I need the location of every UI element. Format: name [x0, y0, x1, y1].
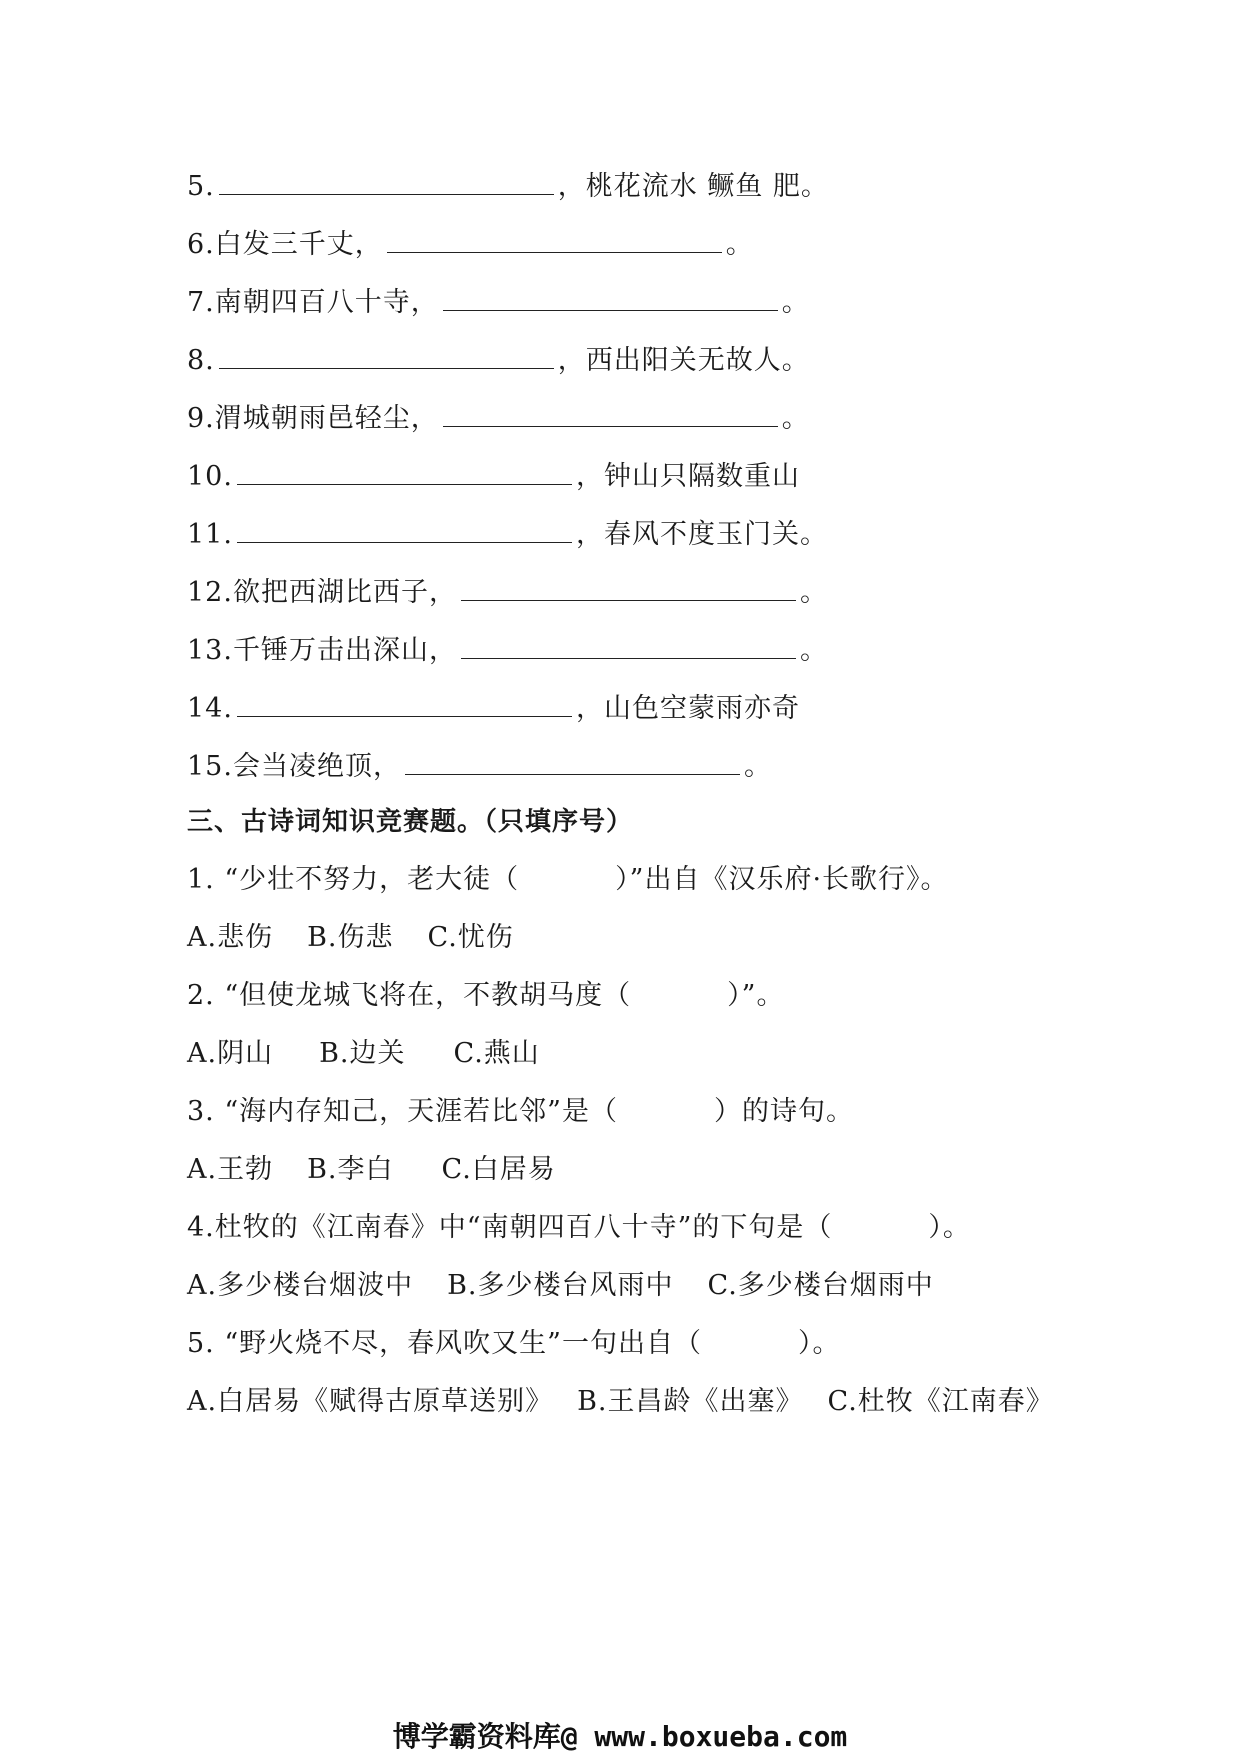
section-heading: 三、古诗词知识竞赛题。（只填序号） — [187, 807, 634, 837]
item-number: 14. — [187, 693, 233, 724]
item-after: ，山色空蒙雨亦奇 — [575, 693, 800, 724]
option-b: B.王昌龄《出塞》 — [577, 1386, 804, 1417]
answer-blank[interactable] — [461, 568, 796, 601]
option-c: C.忧伤 — [427, 922, 514, 953]
option-a: A.悲伤 — [187, 922, 274, 953]
option-a: A.多少楼台烟波中 — [187, 1270, 414, 1301]
question-text: 2. “但使龙城飞将在，不教胡马度（ — [187, 980, 632, 1011]
answer-blank[interactable] — [237, 510, 572, 543]
option-b: B.多少楼台风雨中 — [447, 1270, 674, 1301]
answer-blank[interactable] — [443, 394, 778, 427]
fill-item-13 — [187, 626, 828, 670]
item-before: 南朝四百八十寺， — [214, 287, 439, 318]
item-after: 。 — [781, 287, 810, 318]
item-before: 白发三千丈， — [214, 229, 383, 260]
question-2 — [187, 974, 784, 1018]
item-number: 10. — [187, 461, 233, 492]
item-number: 7. — [187, 287, 215, 318]
option-c: C.多少楼台烟雨中 — [707, 1270, 934, 1301]
item-before: 渭城朝雨邑轻尘， — [214, 403, 439, 434]
option-a: A.阴山 — [187, 1038, 274, 1069]
item-number: 12. — [187, 577, 233, 608]
item-after: 。 — [725, 229, 754, 260]
question-text-end: ）。 — [928, 1212, 971, 1243]
option-c: C.燕山 — [453, 1038, 540, 1069]
question-text: 4.杜牧的《江南春》中“南朝四百八十寺”的下句是（ — [187, 1212, 833, 1243]
fill-item-5 — [187, 162, 829, 206]
fill-item-15 — [187, 742, 772, 786]
item-number: 9. — [187, 403, 215, 434]
answer-blank[interactable] — [219, 336, 554, 369]
item-number: 13. — [187, 635, 233, 666]
question-text: 3. “海内存知己，天涯若比邻”是（ — [187, 1096, 618, 1127]
item-before: 欲把西湖比西子， — [232, 577, 457, 608]
item-after: ，春风不度玉门关。 — [575, 519, 828, 550]
item-after: ，钟山只隔数重山 — [575, 461, 800, 492]
option-c: C.白居易 — [441, 1154, 556, 1185]
item-number: 5. — [187, 171, 215, 202]
item-before: 会当凌绝顶， — [232, 751, 401, 782]
fill-item-8 — [187, 336, 810, 380]
question-text-end: ）”。 — [727, 980, 785, 1011]
question-text: 1. “少壮不努力，老大徒（ — [187, 864, 520, 895]
item-after: ，桃花流水 鳜鱼 肥。 — [557, 171, 829, 202]
item-after: ，西出阳关无故人。 — [557, 345, 810, 376]
answer-blank[interactable] — [387, 220, 722, 253]
question-1 — [187, 858, 949, 902]
fill-item-10 — [187, 452, 800, 496]
item-after: 。 — [799, 577, 828, 608]
item-after: 。 — [799, 635, 828, 666]
fill-item-9 — [187, 394, 810, 438]
item-after: 。 — [781, 403, 810, 434]
options-3 — [187, 1148, 590, 1192]
option-b: B.边关 — [319, 1038, 406, 1069]
question-4 — [187, 1206, 971, 1250]
fill-item-11 — [187, 510, 828, 554]
option-c: C.杜牧《江南春》 — [827, 1386, 1054, 1417]
answer-blank[interactable] — [237, 684, 572, 717]
answer-blank[interactable] — [237, 452, 572, 485]
item-number: 6. — [187, 229, 215, 260]
answer-blank[interactable] — [443, 278, 778, 311]
option-b: B.李白 — [307, 1154, 394, 1185]
question-text-end: ）。 — [797, 1328, 841, 1359]
option-a: A.王勃 — [187, 1154, 274, 1185]
question-text: 5. “野火烧不尽，春风吹又生”一句出自（ — [187, 1328, 702, 1359]
item-after: 。 — [743, 751, 772, 782]
option-b: B.伤悲 — [307, 922, 394, 953]
item-number: 11. — [187, 519, 233, 550]
fill-item-6 — [187, 220, 754, 264]
answer-blank[interactable] — [405, 742, 740, 775]
fill-item-12 — [187, 568, 828, 612]
options-4 — [187, 1264, 968, 1308]
answer-blank[interactable] — [219, 162, 554, 195]
question-3 — [187, 1090, 854, 1134]
options-2 — [187, 1032, 574, 1076]
fill-item-14 — [187, 684, 800, 728]
item-number: 8. — [187, 345, 215, 376]
question-5 — [187, 1322, 840, 1366]
answer-blank[interactable] — [461, 626, 796, 659]
question-text-end: ）”出自《汉乐府·长歌行》。 — [615, 864, 949, 895]
question-text-end: ）的诗句。 — [713, 1096, 854, 1127]
option-a: A.白居易《赋得古原草送别》 — [187, 1386, 554, 1417]
footer-watermark: 博学霸资料库@ www.boxueba.com — [392, 1720, 848, 1753]
options-1 — [187, 916, 548, 960]
options-5 — [187, 1380, 1088, 1424]
fill-item-7 — [187, 278, 810, 322]
item-before: 千锤万击出深山， — [232, 635, 457, 666]
item-number: 15. — [187, 751, 233, 782]
